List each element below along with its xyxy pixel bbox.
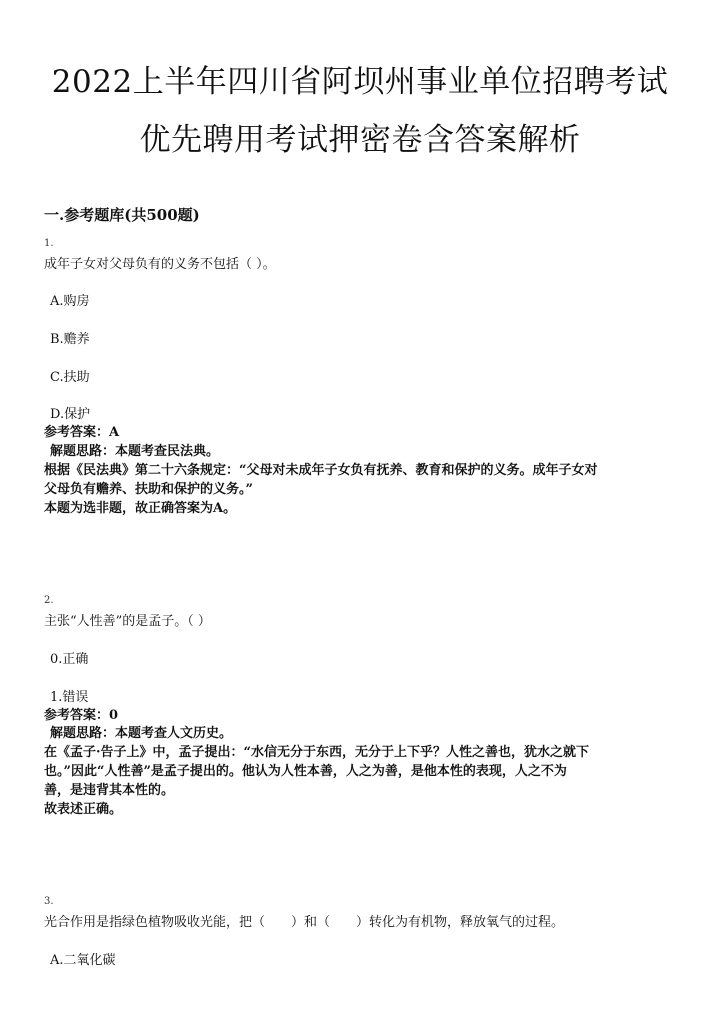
question-1-analysis-line-2: 父母负有赡养、扶助和保护的义务。” [44, 482, 253, 497]
question-2-stem: 主张“人性善”的是孟子。（ ） [44, 614, 211, 629]
question-1-option-b: B.赡养 [50, 332, 90, 347]
question-2-option-1: 1.错误 [50, 690, 89, 705]
question-2-option-0: 0.正确 [50, 652, 89, 667]
question-3-option-a: A.二氧化碳 [50, 953, 116, 968]
question-2-analysis-title: 解题思路：本题考查人文历史。 [50, 726, 233, 741]
question-1-option-c: C.扶助 [50, 370, 90, 385]
question-2-answer: 参考答案：0 [44, 708, 119, 723]
question-1-analysis-title: 解题思路：本题考查民法典。 [50, 444, 220, 459]
question-1-analysis-line-3: 本题为选非题，故正确答案为A。 [44, 501, 237, 516]
question-2-number: 2. [44, 595, 54, 606]
question-2-analysis-line-1: 在《孟子·告子上》中，孟子提出：“水信无分于东西，无分于上下乎？人性之善也，犹水之就下 [44, 745, 590, 760]
document-title-line-2: 优先聘用考试押密卷含答案解析 [139, 122, 581, 158]
question-1-analysis-line-1: 根据《民法典》第二十六条规定：“父母对未成年子女负有抚养、教育和保护的义务。成年子女对 [44, 463, 598, 478]
question-1-option-d: D.保护 [50, 407, 91, 422]
question-2-analysis-line-4: 故表述正确。 [44, 802, 123, 817]
question-1-stem: 成年子女对父母负有的义务不包括（ ）。 [44, 257, 276, 272]
document-title-line-1: 2022上半年四川省阿坝州事业单位招聘考试 [51, 64, 669, 100]
section-heading: 一.参考题库(共500题) [44, 206, 200, 224]
question-3-number: 3. [44, 896, 54, 907]
question-2-analysis-line-2: 也。”因此“人性善”是孟子提出的。他认为人性本善，人之为善，是他本性的表现，人之不为 [44, 764, 567, 779]
question-1-number: 1. [44, 238, 54, 249]
question-3-stem: 光合作用是指绿色植物吸收光能，把（ ）和（ ）转化为有机物，释放氧气的过程。 [44, 915, 565, 930]
question-2-analysis-line-3: 善，是违背其本性的。 [44, 783, 175, 798]
question-1-answer: 参考答案：A [44, 425, 120, 440]
question-1-option-a: A.购房 [50, 294, 90, 309]
